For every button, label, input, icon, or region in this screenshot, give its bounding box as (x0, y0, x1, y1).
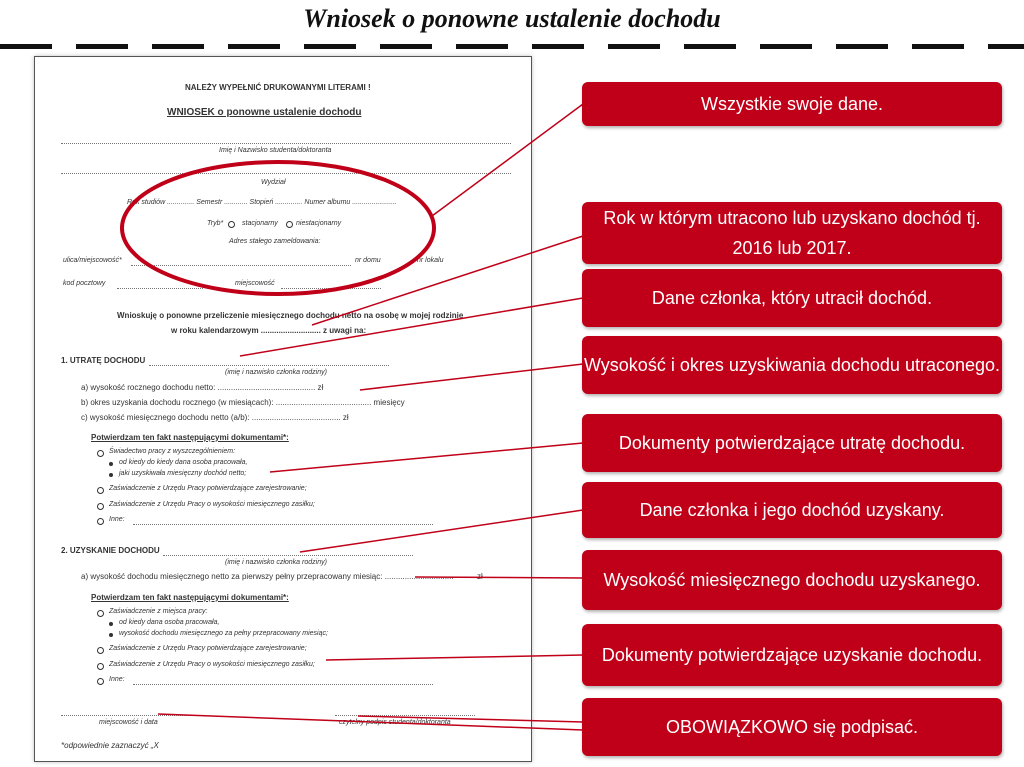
section-1-b: b) okres uzyskania dochodu rocznego (w miesiącach): ........................................... miesięcy (81, 398, 405, 407)
section-1-a: a) wysokość rocznego dochodu netto: ............................................ zł (81, 383, 324, 392)
niestacjonarny-label: niestacjonarny (296, 220, 342, 227)
section-2-line (163, 555, 413, 556)
section-1-doc-1: Świadectwo pracy z wyszczególnieniem: (109, 448, 236, 455)
nr-domu-label: nr domu (355, 257, 381, 264)
footnote: *odpowiednie zaznaczyć „X (61, 741, 159, 750)
section-1-doc-radio-5[interactable] (97, 503, 104, 510)
request-line-2: w roku kalendarzowym ........................... z uwagi na: (171, 326, 367, 335)
bullet (109, 622, 113, 626)
stacjonarny-label: stacjonarny (242, 220, 278, 227)
callout-member-lost: Dane członka, który utracił dochód. (582, 269, 1002, 327)
callout-member-gained: Dane członka i jego dochód uzyskany. (582, 482, 1002, 538)
section-1-doc-3: jaki uzyskiwała miesięczny dochód netto; (119, 470, 247, 477)
section-1-line (149, 365, 389, 366)
section-2-other-line (133, 684, 433, 685)
callout-amount-lost: Wysokość i okres uzyskiwania dochodu utraconego. (582, 336, 1002, 394)
section-1-doc-radio-1[interactable] (97, 450, 104, 457)
section-2-doc-radio-1[interactable] (97, 610, 104, 617)
section-2-a-unit: zł (477, 572, 483, 581)
section-2-confirm-header: Potwierdzam ten fakt następującymi dokumentami*: (91, 593, 289, 602)
section-1-c: c) wysokość miesięcznego dochodu netto (a/b): ........................................ zł (81, 413, 349, 422)
bullet (109, 473, 113, 477)
section-2-doc-3: wysokość dochodu miesięcznego za pełny przepracowany miesiąc; (119, 630, 328, 637)
studies-line: Rok studiów .............. Semestr ............ Stopień .............. Numer albumu ....................... (127, 199, 397, 206)
callout-year: Rok w którym utracono lub uzyskano dochód tj. 2016 lub 2017. (582, 202, 1002, 264)
miejscowosc-line (281, 288, 381, 289)
section-1-doc-6: Inne: (109, 516, 125, 523)
kod-label: kod pocztowy (63, 280, 106, 287)
section-2-a: a) wysokość dochodu miesięcznego netto za pierwszy pełny przepracowany miesiąc: ............................... (81, 572, 454, 581)
niestacjonarny-radio[interactable] (286, 221, 293, 228)
street-line (131, 265, 351, 266)
form-top-note: NALEŻY WYPEŁNIĆ DRUKOWANYMI LITERAMI ! (185, 83, 371, 92)
section-2-doc-radio-5[interactable] (97, 663, 104, 670)
name-line (61, 143, 511, 144)
section-1-other-line (133, 524, 433, 525)
place-date-caption: miejscowość i data (99, 719, 158, 726)
section-1-doc-2: od kiedy do kiedy dana osoba pracowała, (119, 459, 248, 466)
callout-docs-lost: Dokumenty potwierdzające utratę dochodu. (582, 414, 1002, 472)
dashed-divider (0, 44, 1024, 49)
section-2-doc-radio-4[interactable] (97, 647, 104, 654)
section-1-title: 1. UTRATĘ DOCHODU (61, 356, 146, 365)
section-1-doc-4: Zaświadczenie z Urzędu Pracy potwierdzające zarejestrowanie; (109, 485, 307, 492)
signature-caption: czytelny podpis studenta/doktoranta (339, 719, 451, 726)
section-2-doc-4: Zaświadczenie z Urzędu Pracy potwierdzające zarejestrowanie; (109, 645, 307, 652)
section-1-confirm-header: Potwierdzam ten fakt następującymi dokumentami*: (91, 433, 289, 442)
section-2-doc-2: od kiedy dana osoba pracowała, (119, 619, 220, 626)
callout-signature: OBOWIĄZKOWO się podpisać. (582, 698, 1002, 756)
callout-personal-data: Wszystkie swoje dane. (582, 82, 1002, 126)
section-1-doc-radio-6[interactable] (97, 518, 104, 525)
bullet (109, 633, 113, 637)
callout-amount-gained: Wysokość miesięcznego dochodu uzyskanego. (582, 550, 1002, 610)
place-date-line (61, 715, 201, 716)
bullet (109, 462, 113, 466)
name-caption: Imię i Nazwisko studenta/doktoranta (219, 147, 332, 154)
street-label: ulica/miejscowość* (63, 257, 122, 264)
section-1-doc-5: Zaświadczenie z Urzędu Pracy o wysokości miesięcznego zasiłku; (109, 501, 315, 508)
slide-title: Wniosek o ponowne ustalenie dochodu (303, 4, 721, 33)
miejscowosc-label: miejscowość (235, 280, 275, 287)
request-line-1: Wnioskuję o ponowne przeliczenie miesięcznego dochodu netto na osobę w mojej rodzinie (117, 311, 464, 320)
signature-line (335, 715, 475, 716)
section-1-member-caption: (imię i nazwisko członka rodziny) (225, 369, 327, 376)
section-2-doc-1: Zaświadczenie z miejsca pracy: (109, 608, 208, 615)
tryb-label: Tryb* (207, 220, 224, 227)
kod-line (117, 288, 203, 289)
address-caption: Adres stałego zameldowania: (229, 238, 321, 245)
section-2-member-caption: (imię i nazwisko członka rodziny) (225, 559, 327, 566)
wydzial-line (61, 173, 511, 174)
stacjonarny-radio[interactable] (228, 221, 235, 228)
section-2-doc-6: Inne: (109, 676, 125, 683)
nr-lokalu-label: nr lokalu (417, 257, 444, 264)
form-document (34, 56, 532, 762)
callout-docs-gained: Dokumenty potwierdzające uzyskanie dochodu. (582, 624, 1002, 686)
wydzial-caption: Wydział (261, 179, 286, 186)
section-2-doc-5: Zaświadczenie z Urzędu Pracy o wysokości miesięcznego zasiłku; (109, 661, 315, 668)
section-2-title: 2. UZYSKANIE DOCHODU (61, 546, 160, 555)
form-heading: WNIOSEK o ponowne ustalenie dochodu (167, 107, 362, 118)
section-1-doc-radio-4[interactable] (97, 487, 104, 494)
section-2-doc-radio-6[interactable] (97, 678, 104, 685)
